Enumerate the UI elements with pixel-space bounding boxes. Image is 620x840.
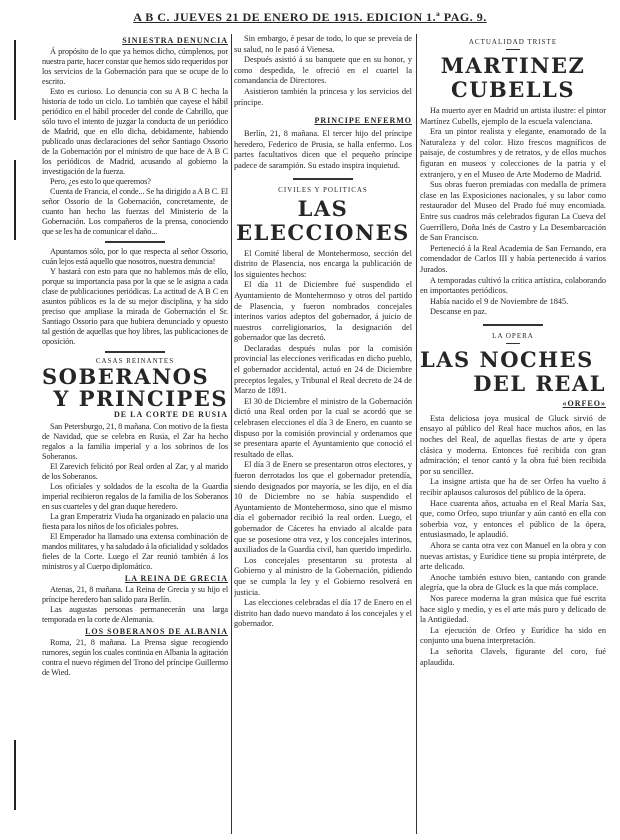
paragraph: Sin embargo, é pesar de todo, lo que se preveía de su salud, no le pasó á Vienesa.: [234, 34, 412, 54]
headline-principes: Y PRINCIPES: [53, 386, 228, 411]
paragraph: Esto es curioso. Lo denuncia con su A B C hecha la historia de todo un ciclo. Lo también que cayese el hábil periódico en el hábil proceder del conde de Cabrillo, que sólo tuvo el intento de juzgar la conducta de un periódico de Madrid, que en ello dicha, debidamente, habiendo publicado unas declaraciones del señor Santiago Ossorio de la Gobernación por el ministro de que hace de A B C los periódicos de Madrid, acusando al gobierno la investigación de la fuerza.: [42, 87, 228, 176]
paragraph: Después asistió á su banquete que en su honor, y como despedida, le ofreció en el cuartel la comandancia de Directores.: [234, 55, 412, 86]
paragraph: Perteneció á la Real Academia de San Fernando, era comendador de Carlos III y había pertenecido á varios Jurados.: [420, 243, 606, 274]
paragraph: Hace cuarenta años, actuaba en el Real María Sax, que, como Orfeo, supo triunfar y aún cantó en ella con soberbia voz, y entonces el público de la ópera, entusiasmado, le aplaudió.: [420, 498, 606, 540]
section-heading: LA REINA DE GRECIA: [124, 574, 228, 583]
paragraph: San Petersburgo, 21, 8 mañana. Con motivo de la fiesta de Navidad, que se celebra en Rusia, el Zar ha hecho regalos a la familia imperial y a los sobrinos de los Soberanos.: [42, 422, 228, 461]
paragraph: Asistieron también la princesa y los servicios del príncipe.: [234, 86, 412, 107]
paragraph: Las augustas personas permanecerán una larga temporada en la corte de Alemania.: [42, 605, 228, 624]
ornament-rule: [105, 241, 165, 243]
ornament-rule: [105, 351, 165, 353]
section-heading: LOS SOBERANOS DE ALBANIA: [85, 627, 228, 636]
paragraph: Descanse en paz.: [430, 307, 487, 317]
headline-del-real: DEL REAL: [473, 370, 606, 396]
article-body: [420, 414, 606, 668]
page-edge-mark: [14, 740, 16, 810]
paragraph: Anoche también estuvo bien, cantando con grande alegría, que la obra de Gluck es la que más complace.: [420, 572, 606, 593]
paragraph: Esta deliciosa joya musical de Gluck sirvió de ensayo al público del Real hace muchos años, en las noches del Real, de aquellas fiestas de arte y ópera clásica y moderna. Entonces fué recibida con gran admiración; el tenor cantó y la obra fué bien recibida por su sencillez.: [420, 413, 606, 476]
page-header: A B C. JUEVES 21 DE ENERO DE 1915. EDICION 1.ª PAG. 9.: [133, 10, 487, 24]
paragraph: El día 3 de Enero se presentaron otros electores, y fueron derrotados los que el gobernador pretendía, siendo designados por mayoría, se les dijo, en el día 10 de Diciembre no se había suspendido el Ayuntamiento de Montehermoso, sino que el mismo día el gobernador recibió la real orden. Luego, el gobernador de Cáceres ha enviado al alcalde para que se posesione otra vez, y los concejales interinos, auxiliados de la Guardia civil, han querido impedirlo.: [234, 460, 412, 555]
paragraph: La insigne artista que ha de ser Orfeo ha vuelto á recibir aplausos calurosos del público de la ópera.: [420, 477, 606, 498]
article-body: [42, 422, 228, 572]
paragraph: Y bastará con esto para que no hablemos más de ello, porque su importancia pasa por la que se le asigna a cada clase de publicaciones periódicas. La actitud de A B C en asuntos públicos es la de su mejor disciplina, y ha sido preciso que ampliase la mirada de Gobernación el Sr. Santiago Ossorio para que hubiera denunciado y opuesto tal gestión de aquellas que hoy libres, las publicaciones de oposición.: [42, 267, 228, 346]
column-2: [234, 34, 412, 834]
section-kicker: CIVILES Y POLITICAS: [278, 185, 368, 194]
section-kicker: LA OPERA: [492, 331, 534, 340]
article-body: [234, 34, 412, 108]
column-3: [420, 34, 606, 834]
paragraph: La señorita Clavels, figurante del coro, fué aplaudida.: [420, 646, 606, 667]
paragraph: La ejecución de Orfeo y Eurídice ha sido en conjunto una buena interpretación.: [420, 625, 606, 646]
paragraph: Nos parece moderna la gran música que fué escrita hace siglo y medio, y es el arte más puro y delicado de la Antigüedad.: [420, 593, 606, 625]
section-heading: PRINCIPE ENFERMO: [314, 116, 412, 126]
paragraph: Ha muerto ayer en Madrid un artista ilustre: el pintor Martínez Cubells, ejemplo de la escuela valenciana.: [420, 106, 606, 126]
paragraph: Á propósito de lo que ya hemos dicho, cúmplenos, por nuestra parte, hacer constar que hemos sido requeridos por los servicios de la Gobernación para que se ocupe de lo escrito.: [42, 47, 228, 86]
ornament-rule: [483, 324, 543, 326]
paragraph: Apuntamos sólo, por lo que respecta al señor Ossorio, cuán lejos está aquello que nosotros, nuestra denuncia!: [42, 247, 228, 266]
short-rule: [506, 49, 520, 50]
paragraph: El Emperador ha llamado una extensa combinación de mandos militares, y ha saludado á la oficialidad y soldados fieles de la Corte. Luego el Zar reunió también á los ministros y al Cuerpo diplomático.: [42, 532, 228, 571]
page-edge-mark: [14, 160, 16, 240]
article-body: [420, 106, 606, 318]
paragraph: La gran Emperatriz Viuda ha organizado en palacio una fiesta para los niños de los oficiales pobres.: [42, 512, 228, 531]
paragraph: El 30 de Diciembre el ministro de la Gobernación dictó una Real orden por la cual se acordó que se celebrasen elecciones el día 3 de Enero, en cuanto se dispuso por la comisión provincial y ordenamos que se presentara aparte el Ayuntamiento que conoció el resultado de ellas.: [234, 396, 412, 459]
short-rule: [506, 343, 520, 344]
paragraph: Sus obras fueron premiadas con medalla de primera clase en las Exposiciones nacionales, y su labor como restaurador del Museo del Prado fué muy encomiada. Entre sus cuadros más celebrados figuran La Cueva del Guerrillero, Doña Inés de Castro y La Desembarcación de San Francisco.: [420, 180, 606, 243]
article-body: [234, 129, 412, 171]
ornament-rule: [293, 178, 353, 180]
headline-soberanos: SOBERANOS: [42, 364, 210, 389]
subheadline: «ORFEO»: [562, 398, 606, 408]
article-body: [42, 638, 228, 678]
paragraph: Cuenta de Francia, el conde... Se ha dirigido a A B C. El señor Ossorio de la Gobernación, concretamente, de cuanto han hecho las fuerzas del Ministerio de la Gobernación. Los compañeros de la prensa, conociendo que se les ha de comunicar el daño...: [42, 187, 228, 236]
headline-elecciones: LAS ELECCIONES: [236, 195, 410, 245]
paragraph: Había nacido el 9 de Noviembre de 1845.: [430, 296, 569, 306]
column-divider: [416, 34, 417, 834]
article-body: [42, 247, 228, 347]
paragraph: Pero, ¿es esto lo que queremos?: [50, 177, 151, 186]
paragraph: A temporadas cultivó la crítica artística, colaborando en importantes periódicos.: [420, 275, 606, 296]
paragraph: Atenas, 21, 8 mañana. La Reina de Grecia y su hijo el príncipe heredero han salido para Berlín.: [42, 585, 228, 604]
paragraph: Ahora se canta otra vez con Manuel en la obra y con nuevas artistas, y Eurídice tiene su propia intérprete, de arte delicado.: [420, 541, 606, 572]
paragraph: Los oficiales y soldados de la escolta de la Guardia imperial recibieron regalos de la familia de los Soberanos en sus cuarteles y del gran duque heredero.: [42, 482, 228, 511]
headline-martinez-cubells: MARTINEZ CUBELLS: [440, 53, 586, 102]
paragraph: Roma, 21, 8 mañana. La Prensa sigue recogiendo rumores, según los cuales continúa en Albania la agitación contra el nuevo régimen del Trono del príncipe Guillermo de Wied.: [42, 638, 228, 677]
column-1: [42, 34, 228, 838]
paragraph: Berlín, 21, 8 mañana. El tercer hijo del príncipe heredero, Federico de Prusia, se halla enfermo. Los partes facultativos dicen que el pequeño príncipe padece de sarampión. Su estado inspira inquietud.: [234, 129, 412, 170]
section-kicker: ACTUALIDAD TRISTE: [468, 38, 558, 46]
article-body: [234, 249, 412, 630]
article-body: [42, 47, 228, 237]
column-divider: [231, 34, 232, 834]
section-kicker: CASAS REINANTES: [95, 357, 175, 365]
article-body: [42, 585, 228, 625]
page-edge-mark: [14, 40, 16, 120]
subheadline: DE LA CORTE DE RUSIA: [114, 410, 228, 419]
paragraph: El Zarevich felicitó por Real orden al Zar, y al marido de los Soberanos.: [42, 462, 228, 481]
section-heading: SINIESTRA DENUNCIA: [122, 36, 228, 45]
headline-las-noches: LAS NOCHES: [420, 346, 594, 372]
paragraph: Era un pintor realista y elegante, enamorado de la Naturaleza y del color. Hizo frescos magníficos de paisaje, de costumbres y de retratos, y de ellos muchos figuran en museos y colecciones de la patria y el extranjero, y en el Museo de Arte Moderno de Madrid.: [420, 127, 606, 179]
paragraph: Las elecciones celebradas el día 17 de Enero en el distrito han dado nuevo mandato á los concejales y el gobernador.: [234, 598, 412, 629]
paragraph: Declaradas después nulas por la comisión provincial las elecciones verificadas en dicho pueblo, el gobernador accidental, actuó en 24 de Diciembre preceptos legales, y Tribunal el Real decreto de 24 de Marzo de 1891.: [234, 343, 412, 396]
paragraph: Los concejales presentaron su protesta al Gobierno y al ministro de la Gobernación, pidiendo que se cumpla la ley y el Gobierno resolverá en justicia.: [234, 555, 412, 597]
paragraph: El día 11 de Diciembre fué suspendido el Ayuntamiento de Montehermoso y otros del partido de Plasencia, y fueron nombrados concejales interinos varios adeptos del gobernador, á juicio de nuestros correligionarios, la designación del gobernador que las decretó.: [234, 280, 412, 343]
paragraph: El Comité liberal de Montehermoso, sección del distrito de Plasencia, nos encarga la publicación de los siguientes hechos:: [234, 248, 412, 279]
